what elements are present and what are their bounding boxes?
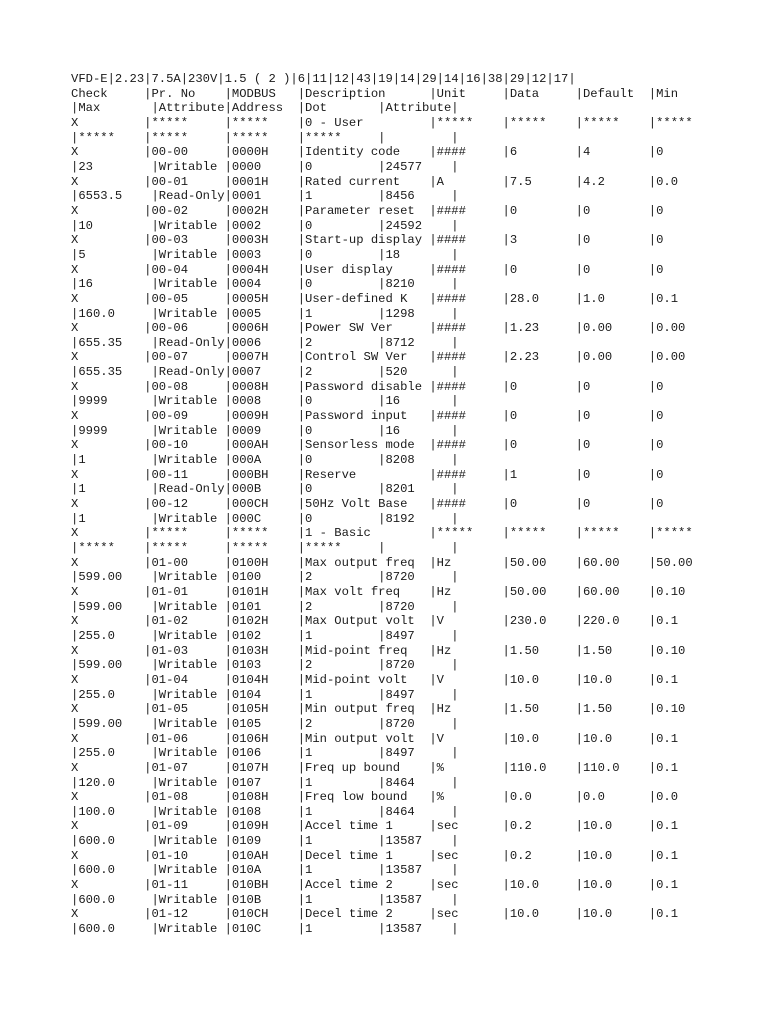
table-row: X |00-00 |0000H |Identity code |#### |6 |4 |0 — [71, 145, 664, 160]
table-row: |1 |Writable |000A |0 |8208 | — [71, 453, 459, 468]
table-row: |655.35 |Read-Only|0007 |2 |520 | — [71, 365, 459, 380]
table-row: X |00-07 |0007H |Control SW Ver |#### |2.23 |0.00 |0.00 — [71, 350, 686, 365]
table-row: |***** |***** |***** |***** | | — [71, 541, 459, 555]
header-line-1: VFD-E|2.23|7.5A|230V|1.5 ( 2 )|6|11|12|43|19|14|29|14|16|38|29|12|17| — [71, 72, 576, 86]
table-row: |160.0 |Writable |0005 |1 |1298 | — [71, 306, 459, 321]
table-row: X |00-03 |0003H |Start-up display |#### |3 |0 |0 — [71, 233, 664, 248]
table-row: X |00-11 |000BH |Reserve |#### |1 |0 |0 — [71, 467, 664, 482]
table-row: X |01-10 |010AH |Decel time 1 |sec |0.2 |10.0 |0.1 — [71, 848, 679, 863]
table-row: X |00-01 |0001H |Rated current |A |7.5 |4.2 |0.0 — [71, 174, 679, 189]
table-row: X |00-05 |0005H |User-defined K |#### |28.0 |1.0 |0.1 — [71, 291, 679, 306]
header-line-2: Check |Pr. No |MODBUS |Description |Unit |Data |Default |Min — [71, 86, 679, 101]
table-row: |1 |Writable |000C |0 |8192 | — [71, 511, 459, 526]
table-row: |600.0 |Writable |0109 |1 |13587 | — [71, 834, 459, 849]
table-row: X |00-02 |0002H |Parameter reset |#### |0 |0 |0 — [71, 203, 664, 218]
table-row: |655.35 |Read-Only|0006 |2 |8712 | — [71, 335, 459, 350]
table-row: |600.0 |Writable |010A |1 |13587 | — [71, 863, 459, 878]
table-row: X |01-02 |0102H |Max Output volt |V |230.0 |220.0 |0.1 — [71, 614, 679, 629]
table-row: |599.00 |Writable |0101 |2 |8720 | — [71, 599, 459, 614]
table-row: X |01-03 |0103H |Mid-point freq |Hz |1.50 |1.50 |0.10 — [71, 643, 686, 658]
table-row: X |01-09 |0109H |Accel time 1 |sec |0.2 |10.0 |0.1 — [71, 819, 679, 834]
table-row: X |***** |***** |0 - User |***** |***** |***** |***** — [71, 115, 693, 130]
table-row: |9999 |Writable |0009 |0 |16 | — [71, 423, 459, 438]
table-row: |599.00 |Writable |0100 |2 |8720 | — [71, 570, 459, 585]
table-row: X |01-07 |0107H |Freq up bound |% |110.0 |110.0 |0.1 — [71, 760, 679, 775]
parameter-listing — [71, 72, 693, 937]
table-row: X |01-06 |0106H |Min output volt |V |10.0 |10.0 |0.1 — [71, 731, 679, 746]
table-row: X |01-00 |0100H |Max output freq |Hz |50.00 |60.00 |50.00 — [71, 555, 693, 570]
table-row: X |01-11 |010BH |Accel time 2 |sec |10.0 |10.0 |0.1 — [71, 878, 679, 893]
header-line-3: |Max |Attribute|Address |Dot |Attribute| — [71, 101, 459, 116]
table-row: X |01-04 |0104H |Mid-point volt |V |10.0 |10.0 |0.1 — [71, 672, 679, 687]
table-row: |599.00 |Writable |0105 |2 |8720 | — [71, 716, 459, 731]
table-row: |9999 |Writable |0008 |0 |16 | — [71, 394, 459, 409]
table-row: |100.0 |Writable |0108 |1 |8464 | — [71, 804, 459, 819]
table-row: X |01-08 |0108H |Freq low bound |% |0.0 |0.0 |0.0 — [71, 790, 679, 805]
table-row: |6553.5 |Read-Only|0001 |1 |8456 | — [71, 189, 459, 204]
table-row: X |01-01 |0101H |Max volt freq |Hz |50.00 |60.00 |0.10 — [71, 584, 686, 599]
table-row: X |00-09 |0009H |Password input |#### |0 |0 |0 — [71, 409, 664, 424]
table-row: |16 |Writable |0004 |0 |8210 | — [71, 277, 459, 292]
table-row: |120.0 |Writable |0107 |1 |8464 | — [71, 775, 459, 790]
table-row: |599.00 |Writable |0103 |2 |8720 | — [71, 658, 459, 673]
table-row: |600.0 |Writable |010C |1 |13587 | — [71, 922, 459, 937]
table-row: |10 |Writable |0002 |0 |24592 | — [71, 218, 459, 233]
table-row: X |00-10 |000AH |Sensorless mode |#### |0 |0 |0 — [71, 438, 664, 453]
table-row: X |00-04 |0004H |User display |#### |0 |0 |0 — [71, 262, 664, 277]
table-row: |23 |Writable |0000 |0 |24577 | — [71, 159, 459, 174]
table-row: X |01-05 |0105H |Min output freq |Hz |1.50 |1.50 |0.10 — [71, 702, 686, 717]
table-row: |1 |Read-Only|000B |0 |8201 | — [71, 482, 459, 497]
table-row: |255.0 |Writable |0104 |1 |8497 | — [71, 687, 459, 702]
table-row: X |00-12 |000CH |50Hz Volt Base |#### |0 |0 |0 — [71, 497, 664, 512]
table-row: |600.0 |Writable |010B |1 |13587 | — [71, 892, 459, 907]
table-row: |255.0 |Writable |0106 |1 |8497 | — [71, 746, 459, 761]
table-row: X |***** |***** |1 - Basic |***** |***** |***** |***** — [71, 526, 693, 541]
table-row: X |00-08 |0008H |Password disable |#### |0 |0 |0 — [71, 379, 664, 394]
table-row: |255.0 |Writable |0102 |1 |8497 | — [71, 628, 459, 643]
table-row: |5 |Writable |0003 |0 |18 | — [71, 247, 459, 262]
table-row: X |01-12 |010CH |Decel time 2 |sec |10.0 |10.0 |0.1 — [71, 907, 679, 922]
table-row: |***** |***** |***** |***** | | — [71, 130, 459, 145]
table-row: X |00-06 |0006H |Power SW Ver |#### |1.23 |0.00 |0.00 — [71, 321, 686, 336]
